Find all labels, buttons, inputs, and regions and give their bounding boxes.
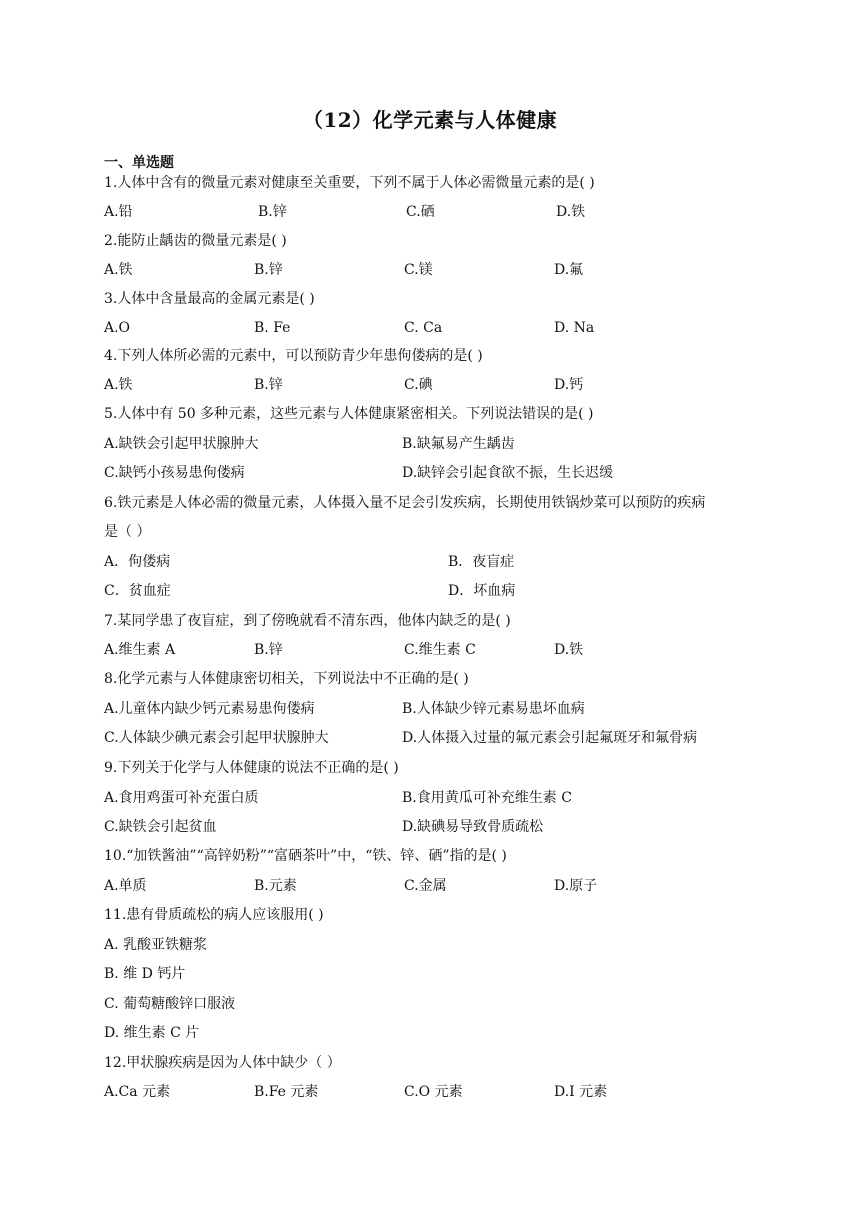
question-9-stem: 9.下列关于化学与人体健康的说法不正确的是( ) — [104, 760, 399, 776]
question-10-option-c: C.金属 — [404, 878, 447, 894]
question-5-stem: 5.人体中有 50 多种元素，这些元素与人体健康紧密相关。下列说法错误的是( ) — [104, 406, 594, 422]
question-4-stem: 4.下列人体所必需的元素中，可以预防青少年患佝偻病的是( ) — [104, 348, 483, 364]
question-5-option-a: A.缺铁会引起甲状腺肿大 — [104, 436, 259, 452]
section-heading: 一、单选题 — [104, 155, 174, 171]
question-10-option-a: A.单质 — [104, 878, 147, 894]
question-3-option-c: C. Ca — [404, 320, 443, 336]
question-5-option-b: B.缺氟易产生龋齿 — [402, 436, 515, 452]
question-9-option-d: D.缺碘易导致骨质疏松 — [402, 819, 544, 835]
question-7-option-d: D.铁 — [554, 642, 584, 658]
question-2-option-b: B.锌 — [254, 262, 283, 278]
question-9-option-c: C.缺铁会引起贫血 — [104, 819, 217, 835]
question-3-stem: 3.人体中含量最高的金属元素是( ) — [104, 291, 315, 307]
question-2-option-d: D.氟 — [554, 262, 584, 278]
question-5-option-c: C.缺钙小孩易患佝偻病 — [104, 465, 245, 481]
question-6-option-b: B．夜盲症 — [448, 554, 515, 570]
question-1-option-a: A.铅 — [104, 204, 133, 220]
question-12-option-d: D.I 元素 — [554, 1084, 608, 1100]
question-12-stem: 12.甲状腺疾病是因为人体中缺少（ ） — [104, 1055, 341, 1071]
question-6-option-c: C．贫血症 — [104, 583, 171, 599]
question-7-option-b: B.锌 — [254, 642, 283, 658]
question-3-option-b: B. Fe — [254, 320, 291, 336]
question-8-option-d: D.人体摄入过量的氟元素会引起氟斑牙和氟骨病 — [402, 730, 698, 746]
question-11-option-b: B. 维 D 钙片 — [104, 966, 186, 982]
question-6-stem-continued: 是（ ） — [104, 524, 151, 540]
question-12-option-a: A.Ca 元素 — [104, 1084, 171, 1100]
question-1-option-d: D.铁 — [556, 204, 586, 220]
question-1-option-c: C.硒 — [406, 204, 435, 220]
question-8-option-a: A.儿童体内缺少钙元素易患佝偻病 — [104, 701, 315, 717]
question-6-option-a: A．佝偻病 — [104, 554, 171, 570]
question-1-option-b: B.锌 — [258, 204, 287, 220]
question-2-option-a: A.铁 — [104, 262, 133, 278]
question-7-option-c: C.维生素 C — [404, 642, 476, 658]
question-12-option-c: C.O 元素 — [404, 1084, 463, 1100]
question-6-stem: 6.铁元素是人体必需的微量元素，人体摄入量不足会引发疾病，长期使用铁锅炒菜可以预防的疾病 — [104, 495, 706, 511]
question-4-option-b: B.锌 — [254, 377, 283, 393]
question-11-stem: 11.患有骨质疏松的病人应该服用( ) — [104, 907, 324, 923]
page-title: （12）化学元素与人体健康 — [302, 108, 558, 132]
question-4-option-a: A.铁 — [104, 377, 133, 393]
question-10-option-b: B.元素 — [254, 878, 297, 894]
question-6-option-d: D．坏血病 — [448, 583, 516, 599]
question-7-option-a: A.维生素 A — [104, 642, 176, 658]
question-9-option-a: A.食用鸡蛋可补充蛋白质 — [104, 790, 259, 806]
question-11-option-a: A. 乳酸亚铁糖浆 — [104, 937, 208, 953]
question-10-stem: 10.“加铁酱油”“高锌奶粉”“富硒茶叶”中，“铁、锌、硒”指的是( ) — [104, 848, 507, 864]
question-4-option-d: D.钙 — [554, 377, 584, 393]
question-9-option-b: B.食用黄瓜可补充维生素 C — [402, 790, 572, 806]
question-5-option-d: D.缺锌会引起食欲不振，生长迟缓 — [402, 465, 614, 481]
question-3-option-d: D. Na — [554, 320, 595, 336]
question-8-stem: 8.化学元素与人体健康密切相关，下列说法中不正确的是( ) — [104, 671, 469, 687]
question-11-option-d: D. 维生素 C 片 — [104, 1025, 200, 1041]
question-11-option-c: C. 葡萄糖酸锌口服液 — [104, 996, 236, 1012]
question-4-option-c: C.碘 — [404, 377, 433, 393]
question-7-stem: 7.某同学患了夜盲症，到了傍晚就看不清东西，他体内缺乏的是( ) — [104, 613, 511, 629]
question-2-stem: 2.能防止龋齿的微量元素是( ) — [104, 233, 287, 249]
question-3-option-a: A.O — [104, 320, 131, 336]
question-10-option-d: D.原子 — [554, 878, 598, 894]
question-1-stem: 1.人体中含有的微量元素对健康至关重要，下列不属于人体必需微量元素的是( ) — [104, 175, 595, 191]
question-8-option-c: C.人体缺少碘元素会引起甲状腺肿大 — [104, 730, 329, 746]
question-8-option-b: B.人体缺少锌元素易患坏血病 — [402, 701, 585, 717]
question-2-option-c: C.镁 — [404, 262, 433, 278]
question-12-option-b: B.Fe 元素 — [254, 1084, 319, 1100]
